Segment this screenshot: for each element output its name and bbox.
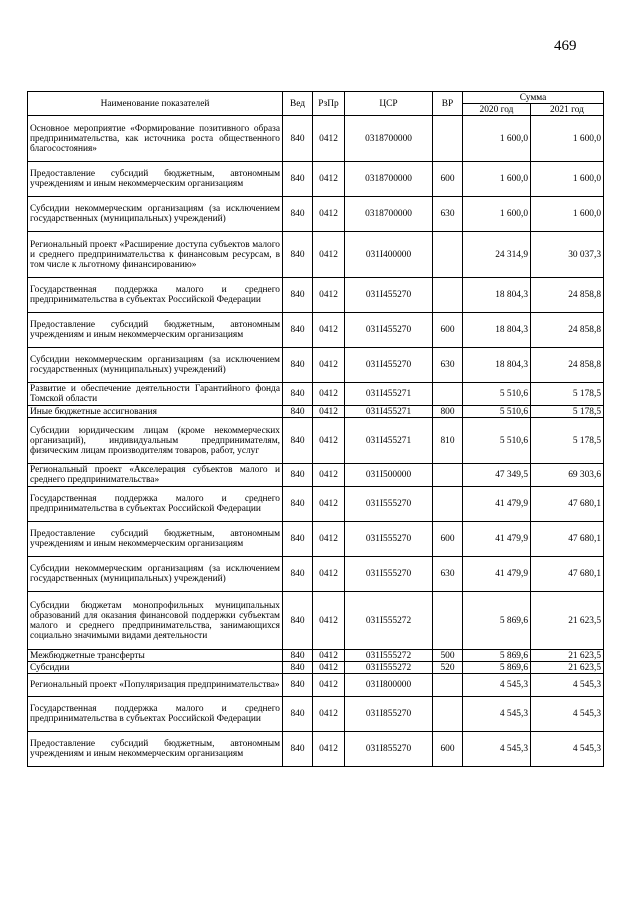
cell-y2020: 18 804,3 [463,313,531,348]
cell-vr: 520 [433,662,463,674]
cell-ved: 840 [283,116,313,162]
cell-y2021: 21 623,5 [531,650,604,662]
cell-vr [433,487,463,522]
cell-vr [433,674,463,697]
cell-y2020: 1 600,0 [463,197,531,232]
table-row [28,732,604,767]
cell-y2020: 41 479,9 [463,487,531,522]
cell-name: Субсидии некоммерческим организациям (за исключением государственных (муниципальных) учреждений) [28,557,283,592]
cell-rzpr: 0412 [313,557,345,592]
table-row [28,116,604,162]
cell-y2021: 1 600,0 [531,116,604,162]
cell-ved: 840 [283,650,313,662]
cell-name: Предоставление субсидий бюджетным, автономным учреждениям и иным некоммерческим организациям [28,522,283,557]
cell-rzpr: 0412 [313,650,345,662]
cell-csr: 031I555270 [345,557,433,592]
cell-y2020: 24 314,9 [463,232,531,278]
cell-y2021: 4 545,3 [531,674,604,697]
header-name: Наименование показателей [28,92,283,116]
cell-rzpr: 0412 [313,697,345,732]
header-csr: ЦСР [345,92,433,116]
cell-y2020: 5 869,6 [463,592,531,650]
cell-name: Межбюджетные трансферты [28,650,283,662]
cell-y2021: 24 858,8 [531,313,604,348]
cell-ved: 840 [283,313,313,348]
cell-csr: 031I555272 [345,662,433,674]
cell-rzpr: 0412 [313,592,345,650]
cell-csr: 031I555270 [345,487,433,522]
table-row [28,348,604,383]
cell-y2020: 41 479,9 [463,522,531,557]
cell-name: Предоставление субсидий бюджетным, автономным учреждениям и иным некоммерческим организациям [28,732,283,767]
cell-name: Субсидии бюджетам монопрофильных муниципальных образований для оказания финансовой поддержки субъектам малого и среднего предпринимательства, занимающихся социально значимыми видами деятельности [28,592,283,650]
table-row [28,557,604,592]
cell-csr: 031I455271 [345,418,433,464]
cell-rzpr: 0412 [313,522,345,557]
cell-rzpr: 0412 [313,662,345,674]
table-row [28,592,604,650]
cell-rzpr: 0412 [313,116,345,162]
header-vr: ВР [433,92,463,116]
cell-rzpr: 0412 [313,313,345,348]
cell-name: Субсидии юридическим лицам (кроме некоммерческих организаций), индивидуальным предпринимателям, физическим лицам производителям товаров, работ, услуг [28,418,283,464]
cell-y2021: 21 623,5 [531,592,604,650]
cell-y2021: 5 178,5 [531,383,604,406]
cell-y2021: 47 680,1 [531,487,604,522]
cell-name: Региональный проект «Расширение доступа субъектов малого и среднего предпринимательства к финансовым ресурсам, в том числе к льготному финансированию» [28,232,283,278]
header-rzpr: РзПр [313,92,345,116]
cell-csr: 031I555270 [345,522,433,557]
cell-csr: 031I500000 [345,464,433,487]
table-row [28,162,604,197]
table-row [28,522,604,557]
cell-rzpr: 0412 [313,418,345,464]
cell-name: Предоставление субсидий бюджетным, автономным учреждениям и иным некоммерческим организациям [28,313,283,348]
cell-vr: 810 [433,418,463,464]
cell-name: Государственная поддержка малого и среднего предпринимательства в субъектах Российской Федерации [28,697,283,732]
cell-vr [433,383,463,406]
cell-ved: 840 [283,418,313,464]
table-row [28,406,604,418]
cell-rzpr: 0412 [313,197,345,232]
table-row [28,487,604,522]
cell-rzpr: 0412 [313,674,345,697]
cell-vr: 500 [433,650,463,662]
cell-vr [433,697,463,732]
cell-ved: 840 [283,487,313,522]
table-row [28,650,604,662]
cell-ved: 840 [283,278,313,313]
cell-ved: 840 [283,162,313,197]
cell-y2021: 4 545,3 [531,732,604,767]
cell-ved: 840 [283,522,313,557]
cell-rzpr: 0412 [313,278,345,313]
cell-ved: 840 [283,383,313,406]
budget-table [27,91,604,767]
table-body [28,116,604,767]
cell-csr: 031I400000 [345,232,433,278]
table-row [28,313,604,348]
page-number: 469 [554,38,577,54]
cell-name: Субсидии [28,662,283,674]
cell-name: Основное мероприятие «Формирование позитивного образа предпринимательства, как источника роста общественного благосостояния» [28,116,283,162]
cell-ved: 840 [283,732,313,767]
cell-y2021: 1 600,0 [531,197,604,232]
cell-csr: 031I555272 [345,650,433,662]
header-sum: Сумма [463,92,604,104]
table-row [28,197,604,232]
cell-name: Региональный проект «Популяризация предпринимательства» [28,674,283,697]
cell-y2020: 5 510,6 [463,406,531,418]
cell-y2021: 1 600,0 [531,162,604,197]
cell-vr: 600 [433,162,463,197]
table-row [28,278,604,313]
cell-y2020: 4 545,3 [463,697,531,732]
cell-vr [433,232,463,278]
cell-ved: 840 [283,557,313,592]
cell-name: Государственная поддержка малого и среднего предпринимательства в субъектах Российской Федерации [28,278,283,313]
cell-csr: 0318700000 [345,162,433,197]
header-year-2020: 2020 год [463,104,531,116]
cell-y2020: 5 510,6 [463,418,531,464]
cell-y2020: 5 510,6 [463,383,531,406]
cell-rzpr: 0412 [313,464,345,487]
cell-ved: 840 [283,674,313,697]
cell-y2021: 4 545,3 [531,697,604,732]
cell-csr: 031I800000 [345,674,433,697]
cell-y2021: 24 858,8 [531,348,604,383]
table-row [28,383,604,406]
cell-y2020: 4 545,3 [463,674,531,697]
cell-y2020: 1 600,0 [463,162,531,197]
cell-rzpr: 0412 [313,383,345,406]
cell-ved: 840 [283,348,313,383]
cell-name: Предоставление субсидий бюджетным, автономным учреждениям и иным некоммерческим организациям [28,162,283,197]
cell-csr: 031I855270 [345,732,433,767]
cell-y2020: 5 869,6 [463,662,531,674]
cell-y2020: 41 479,9 [463,557,531,592]
cell-csr: 031I455270 [345,278,433,313]
cell-csr: 031I455271 [345,383,433,406]
cell-name: Развитие и обеспечение деятельности Гарантийного фонда Томской области [28,383,283,406]
cell-ved: 840 [283,592,313,650]
cell-name: Субсидии некоммерческим организациям (за исключением государственных (муниципальных) учреждений) [28,197,283,232]
table-row [28,418,604,464]
cell-vr [433,464,463,487]
cell-ved: 840 [283,197,313,232]
cell-name: Региональный проект «Акселерация субъектов малого и среднего предпринимательства» [28,464,283,487]
cell-vr: 630 [433,348,463,383]
cell-vr [433,278,463,313]
cell-csr: 031I455271 [345,406,433,418]
cell-y2021: 47 680,1 [531,557,604,592]
cell-name: Государственная поддержка малого и среднего предпринимательства в субъектах Российской Федерации [28,487,283,522]
cell-ved: 840 [283,232,313,278]
table-row [28,464,604,487]
cell-name: Иные бюджетные ассигнования [28,406,283,418]
cell-y2020: 5 869,6 [463,650,531,662]
cell-y2021: 47 680,1 [531,522,604,557]
cell-ved: 840 [283,464,313,487]
cell-csr: 031I455270 [345,348,433,383]
table-row [28,697,604,732]
cell-y2020: 1 600,0 [463,116,531,162]
cell-y2021: 5 178,5 [531,418,604,464]
cell-csr: 0318700000 [345,116,433,162]
cell-vr: 600 [433,313,463,348]
cell-ved: 840 [283,662,313,674]
header-year-2021: 2021 год [531,104,604,116]
cell-csr: 031I855270 [345,697,433,732]
cell-csr: 031I455270 [345,313,433,348]
table-row [28,232,604,278]
cell-rzpr: 0412 [313,732,345,767]
cell-ved: 840 [283,697,313,732]
table-row [28,662,604,674]
cell-rzpr: 0412 [313,162,345,197]
cell-rzpr: 0412 [313,487,345,522]
cell-y2021: 24 858,8 [531,278,604,313]
cell-y2021: 30 037,3 [531,232,604,278]
cell-vr: 600 [433,522,463,557]
cell-vr [433,592,463,650]
cell-vr: 630 [433,557,463,592]
cell-rzpr: 0412 [313,348,345,383]
cell-vr: 600 [433,732,463,767]
cell-y2021: 21 623,5 [531,662,604,674]
cell-y2020: 47 349,5 [463,464,531,487]
cell-y2020: 4 545,3 [463,732,531,767]
cell-name: Субсидии некоммерческим организациям (за исключением государственных (муниципальных) учреждений) [28,348,283,383]
table-row [28,674,604,697]
cell-csr: 031I555272 [345,592,433,650]
cell-vr: 800 [433,406,463,418]
cell-y2020: 18 804,3 [463,278,531,313]
cell-rzpr: 0412 [313,406,345,418]
cell-y2021: 69 303,6 [531,464,604,487]
cell-y2020: 18 804,3 [463,348,531,383]
cell-ved: 840 [283,406,313,418]
cell-vr [433,116,463,162]
cell-vr: 630 [433,197,463,232]
cell-y2021: 5 178,5 [531,406,604,418]
header-ved: Вед [283,92,313,116]
cell-csr: 0318700000 [345,197,433,232]
cell-rzpr: 0412 [313,232,345,278]
